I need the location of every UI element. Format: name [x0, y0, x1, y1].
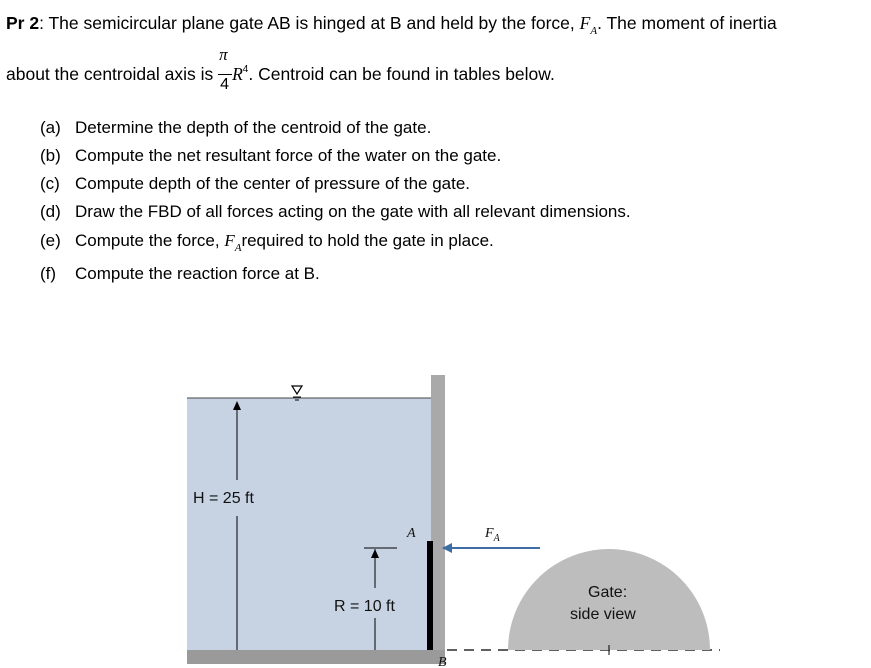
point-b-label: B: [438, 655, 447, 668]
gate-ab: [427, 541, 433, 650]
radius-label: R = 10 ft: [334, 598, 395, 615]
question-label: (a): [40, 118, 61, 137]
inertia-text: about the centroidal axis is: [6, 64, 214, 84]
question-label: (f): [40, 264, 57, 283]
force-symbol: F: [224, 231, 235, 250]
question-text: Compute the reaction force at B.: [75, 264, 320, 283]
denominator: 4: [220, 76, 229, 94]
problem-text-end: . The moment of inertia: [597, 13, 777, 33]
question-text: Compute the net resultant force of the water on the gate.: [75, 146, 502, 165]
question-label: (d): [40, 202, 61, 221]
centroid-text: . Centroid can be found in tables below.: [248, 64, 555, 84]
r-exponent: 4: [242, 64, 249, 75]
question-text: Draw the FBD of all forces acting on the gate with all relevant dimensions.: [75, 202, 631, 221]
force-label: $F_A$: [485, 526, 500, 544]
pi-symbol: π: [219, 45, 228, 65]
question-text: Compute the force,: [75, 231, 225, 250]
gate-label: Gate:: [588, 584, 628, 601]
force-symbol: F: [579, 13, 591, 33]
problem-text: : The semicircular plane gate AB is hinged at B and held by the force,: [39, 13, 580, 33]
problem-label: Pr 2: [6, 13, 40, 33]
depth-label: H = 25 ft: [193, 490, 254, 507]
wall: [431, 375, 445, 650]
question-label: (e): [40, 231, 61, 250]
question-label: (c): [40, 174, 60, 193]
r-symbol: R: [232, 64, 243, 84]
force-subscript: A: [590, 25, 598, 37]
force-subscript: A: [234, 242, 242, 254]
question-text: Compute depth of the center of pressure of the gate.: [75, 174, 471, 193]
question-text: Determine the depth of the centroid of the gate.: [75, 118, 432, 137]
question-label: (b): [40, 146, 61, 165]
question-text-end: required to hold the gate in place.: [241, 231, 494, 250]
point-a-label: A: [407, 526, 416, 541]
force-arrow: [442, 543, 540, 553]
ground-base: [187, 650, 445, 664]
gate-sublabel: side view: [570, 606, 636, 623]
